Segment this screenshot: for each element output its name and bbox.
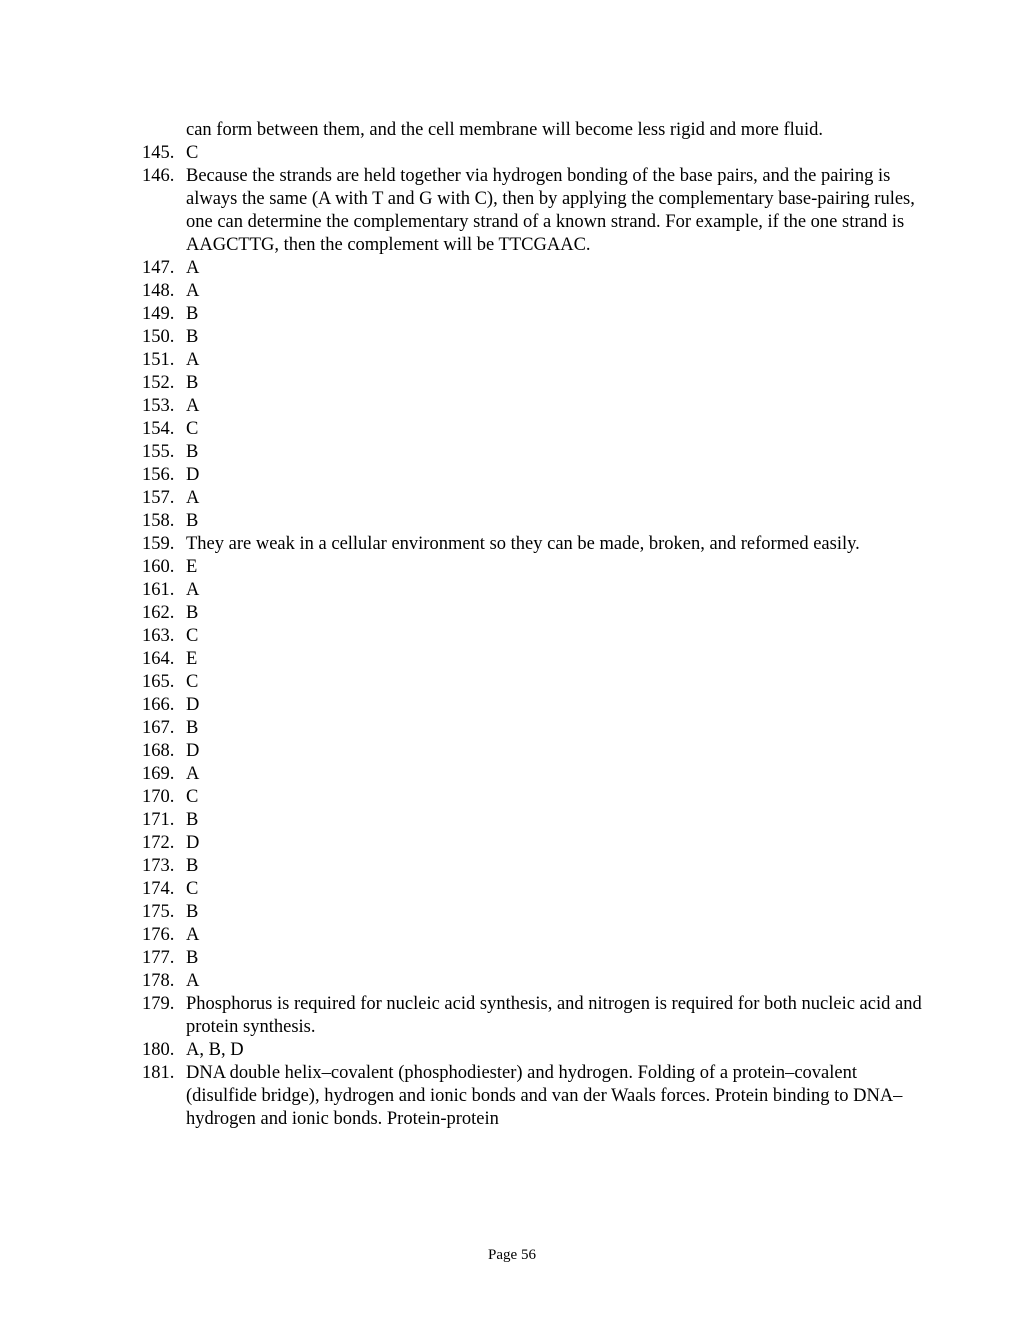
answer-text: A <box>186 925 200 945</box>
answer-item <box>142 970 922 993</box>
answer-item <box>142 510 922 533</box>
answer-text: A, B, D <box>186 1040 244 1060</box>
answer-text: D <box>186 695 200 715</box>
page-number: Page 56 <box>488 1247 536 1263</box>
answer-text: C <box>186 419 199 439</box>
answer-text: A <box>186 971 200 991</box>
answer-number: 167. <box>142 718 175 738</box>
answer-item <box>142 878 922 901</box>
answer-item <box>142 349 922 372</box>
answer-item <box>142 763 922 786</box>
answer-item <box>142 993 922 1039</box>
answer-item <box>142 142 922 165</box>
answer-number: 163. <box>142 626 175 646</box>
answer-number: 147. <box>142 258 175 278</box>
page-footer <box>0 1246 1024 1264</box>
answer-item <box>142 947 922 970</box>
answer-number: 178. <box>142 971 175 991</box>
answer-item <box>142 901 922 924</box>
answer-number: 157. <box>142 488 175 508</box>
answer-item <box>142 326 922 349</box>
answer-item <box>142 280 922 303</box>
answer-number: 180. <box>142 1040 175 1060</box>
answer-number: 179. <box>142 994 175 1014</box>
answer-text: E <box>186 557 198 577</box>
answer-item <box>142 487 922 510</box>
answer-item <box>142 418 922 441</box>
answer-number: 177. <box>142 948 175 968</box>
answer-text: B <box>186 856 199 876</box>
answer-item <box>142 303 922 326</box>
answer-number: 173. <box>142 856 175 876</box>
answer-number: 162. <box>142 603 175 623</box>
answer-number: 171. <box>142 810 175 830</box>
answer-item <box>142 855 922 878</box>
answer-text: B <box>186 948 199 968</box>
answer-item <box>142 165 922 257</box>
answer-item <box>142 832 922 855</box>
answer-text: B <box>186 304 199 324</box>
answer-number: 169. <box>142 764 175 784</box>
answer-number: 152. <box>142 373 175 393</box>
answer-text: C <box>186 143 199 163</box>
answer-list <box>142 119 922 1131</box>
answer-number: 148. <box>142 281 175 301</box>
answer-number: 150. <box>142 327 175 347</box>
answer-number: 174. <box>142 879 175 899</box>
answer-text: Because the strands are held together via hydrogen bonding of the base pairs, and the pairing is always the same (A with T and G with C), then by applying the complementary base-pairing rules, one can determine the complementary strand of a known strand. For example, if the one strand is AAGCTTG, then the complement will be TTCGAAC. <box>186 166 915 255</box>
answer-number: 153. <box>142 396 175 416</box>
answer-item <box>142 579 922 602</box>
answer-item <box>142 924 922 947</box>
answer-text: A <box>186 580 200 600</box>
answer-text: B <box>186 902 199 922</box>
answer-number: 151. <box>142 350 175 370</box>
answer-number: 166. <box>142 695 175 715</box>
answer-text: A <box>186 258 200 278</box>
answer-item <box>142 671 922 694</box>
answer-number: 149. <box>142 304 175 324</box>
answer-text: A <box>186 488 200 508</box>
answer-text: B <box>186 442 199 462</box>
answer-item <box>142 717 922 740</box>
answer-item <box>142 694 922 717</box>
answer-text: C <box>186 787 199 807</box>
continuation-text: can form between them, and the cell membrane will become less rigid and more fluid. <box>186 120 824 140</box>
answer-number: 172. <box>142 833 175 853</box>
answer-item <box>142 786 922 809</box>
answer-item <box>142 1039 922 1062</box>
answer-number: 154. <box>142 419 175 439</box>
answer-number: 155. <box>142 442 175 462</box>
answer-number: 156. <box>142 465 175 485</box>
answer-item <box>142 1062 922 1131</box>
answer-text: A <box>186 396 200 416</box>
answer-text: DNA double helix–covalent (phosphodiester) and hydrogen. Folding of a protein–covalent (disulfide bridge), hydrogen and ionic bonds and van der Waals forces. Protein binding to DNA–hydrogen and ionic bonds. Protein-protein <box>186 1063 903 1129</box>
answer-item <box>142 464 922 487</box>
answer-text: C <box>186 672 199 692</box>
answer-number: 175. <box>142 902 175 922</box>
answer-item <box>142 602 922 625</box>
answer-number: 181. <box>142 1063 175 1083</box>
answer-text: Phosphorus is required for nucleic acid synthesis, and nitrogen is required for both nucleic acid and protein synthesis. <box>186 994 922 1037</box>
answer-number: 160. <box>142 557 175 577</box>
answer-number: 170. <box>142 787 175 807</box>
answer-item <box>142 740 922 763</box>
answer-number: 159. <box>142 534 175 554</box>
answer-text: B <box>186 373 199 393</box>
answer-item <box>142 257 922 280</box>
answer-text: D <box>186 465 200 485</box>
answer-items <box>142 142 922 1131</box>
answer-text: E <box>186 649 198 669</box>
answer-text: C <box>186 879 199 899</box>
answer-text: A <box>186 281 200 301</box>
answer-number: 165. <box>142 672 175 692</box>
answer-text: D <box>186 833 200 853</box>
answer-text: B <box>186 327 199 347</box>
answer-item <box>142 372 922 395</box>
answer-text: B <box>186 511 199 531</box>
answer-number: 168. <box>142 741 175 761</box>
answer-number: 161. <box>142 580 175 600</box>
answer-text: A <box>186 350 200 370</box>
answer-number: 146. <box>142 166 175 186</box>
answer-number: 158. <box>142 511 175 531</box>
answer-number: 176. <box>142 925 175 945</box>
answer-item <box>142 809 922 832</box>
answer-number: 164. <box>142 649 175 669</box>
answer-text: A <box>186 764 200 784</box>
answer-item <box>142 648 922 671</box>
answer-item <box>142 441 922 464</box>
answer-item <box>142 533 922 556</box>
answer-text: C <box>186 626 199 646</box>
answer-number: 145. <box>142 143 175 163</box>
answer-text: D <box>186 741 200 761</box>
answer-text: They are weak in a cellular environment so they can be made, broken, and reformed easily. <box>186 534 860 554</box>
answer-item <box>142 556 922 579</box>
answer-item <box>142 395 922 418</box>
answer-text: B <box>186 603 199 623</box>
answer-item <box>142 625 922 648</box>
answer-text: B <box>186 718 199 738</box>
answer-text: B <box>186 810 199 830</box>
